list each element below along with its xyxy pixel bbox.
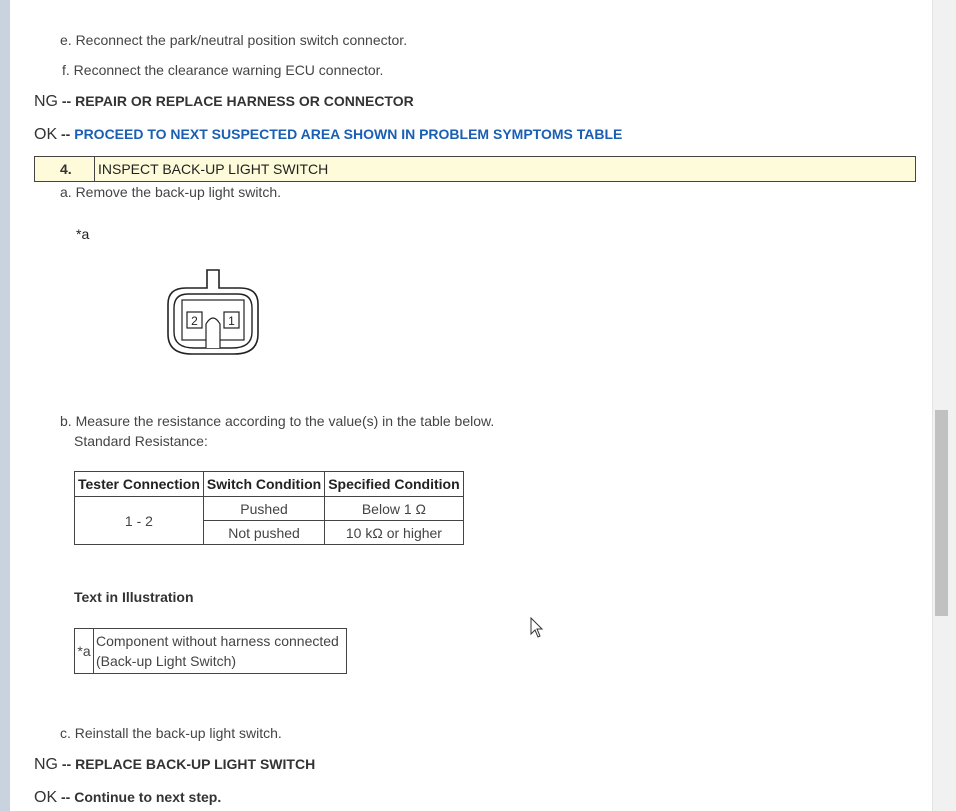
step-e: e. Reconnect the park/neutral position switch connector. xyxy=(60,32,408,48)
step-f: f. Reconnect the clearance warning ECU connector. xyxy=(62,62,384,78)
verdict-code: OK xyxy=(34,126,58,143)
verdict-sep: -- xyxy=(57,789,75,805)
next-area-link[interactable]: PROCEED TO NEXT SUSPECTED AREA SHOWN IN PROBLEM SYMPTOMS TABLE xyxy=(74,126,623,142)
verdict-sep: -- xyxy=(58,756,76,772)
mouse-cursor-icon xyxy=(530,617,544,639)
step-number: 4. xyxy=(35,157,95,181)
legend-title: Text in Illustration xyxy=(74,589,194,605)
table-header-row xyxy=(75,472,464,497)
illustration-callout: *a xyxy=(76,226,90,242)
specified-condition-cell: Below 1 Ω xyxy=(325,497,463,521)
verdict-sep: -- xyxy=(57,126,75,142)
legend-description xyxy=(94,629,347,674)
resistance-table xyxy=(74,471,464,545)
verdict-code: NG xyxy=(34,756,58,773)
verdict-text: REPAIR OR REPLACE HARNESS OR CONNECTOR xyxy=(75,93,414,109)
step-header xyxy=(34,156,916,182)
legend-table xyxy=(74,628,347,674)
verdict-ok-1 xyxy=(34,126,622,144)
table-header: Tester Connection xyxy=(75,472,204,497)
verdict-text: REPLACE BACK-UP LIGHT SWITCH xyxy=(75,756,316,772)
verdict-code: NG xyxy=(34,93,58,110)
step-title: INSPECT BACK-UP LIGHT SWITCH xyxy=(98,161,329,177)
verdict-code: OK xyxy=(34,789,58,806)
table-header: Specified Condition xyxy=(325,472,463,497)
document-page xyxy=(10,0,932,811)
pin-label-1: 1 xyxy=(228,314,235,328)
tester-connection-cell: 1 - 2 xyxy=(75,497,204,545)
switch-condition-cell: Pushed xyxy=(203,497,324,521)
scrollbar-thumb[interactable] xyxy=(935,410,948,616)
legend-line-2: (Back-up Light Switch) xyxy=(96,653,237,669)
legend-line-1: Component without harness connected xyxy=(96,633,339,649)
vertical-scrollbar[interactable] xyxy=(932,0,956,811)
verdict-ng-2 xyxy=(34,756,315,774)
step-b: b. Measure the resistance according to the value(s) in the table below. xyxy=(60,413,495,429)
table-row xyxy=(75,497,464,521)
switch-condition-cell: Not pushed xyxy=(203,521,324,545)
step-a: a. Remove the back-up light switch. xyxy=(60,184,281,200)
pin-label-2: 2 xyxy=(191,314,198,328)
table-header: Switch Condition xyxy=(203,472,324,497)
step-c: c. Reinstall the back-up light switch. xyxy=(60,725,282,741)
verdict-ok-2 xyxy=(34,789,221,807)
specified-condition-cell: 10 kΩ or higher xyxy=(325,521,463,545)
standard-resistance-label: Standard Resistance: xyxy=(74,433,208,449)
verdict-sep: -- xyxy=(58,93,76,109)
connector-illustration xyxy=(160,262,270,362)
verdict-text: Continue to next step. xyxy=(74,789,222,805)
legend-row xyxy=(75,629,347,674)
verdict-ng-1 xyxy=(34,93,414,111)
legend-key: *a xyxy=(75,629,94,674)
